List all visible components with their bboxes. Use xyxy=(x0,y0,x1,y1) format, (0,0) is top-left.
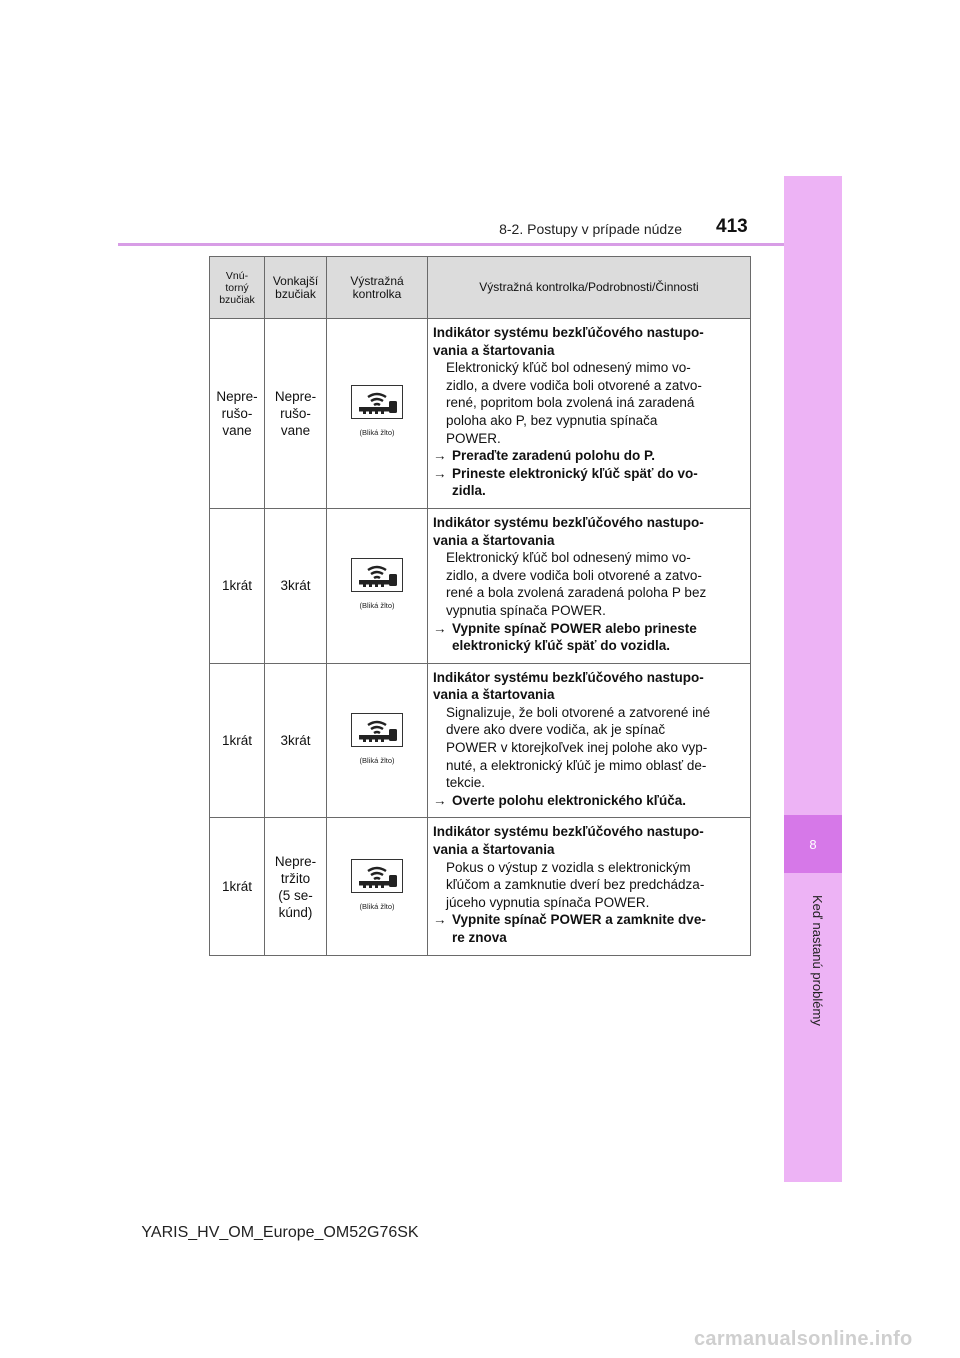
detail-body: Elektronický kľúč bol odnesený mimo vo- zidlo, a dvere vodiča boli otvorené a zatvo- rené a bola zvolená zaradená poloha P bez vypnutia spínača POWER. xyxy=(446,550,707,618)
action-text: Overte polohu elektronického kľúča. xyxy=(452,792,687,808)
cell-external-buzzer: Nepre- rušo- vane xyxy=(265,319,327,509)
detail-action xyxy=(433,447,744,465)
lamp-caption: (Bliká žlto) xyxy=(359,600,395,610)
detail-action xyxy=(433,620,744,655)
cell-internal-buzzer: 1krát xyxy=(210,508,265,663)
lamp-caption: (Bliká žlto) xyxy=(359,755,395,765)
detail-action xyxy=(433,792,744,810)
warning-lamp xyxy=(351,385,403,441)
cell-details xyxy=(428,663,751,818)
header-warning-light: Výstražná kontrolka xyxy=(327,257,428,319)
page-number: 413 xyxy=(716,216,748,237)
chapter-number: 8 xyxy=(784,815,842,873)
cell-external-buzzer: 3krát xyxy=(265,663,327,818)
detail-body: Elektronický kľúč bol odnesený mimo vo- zidlo, a dvere vodiča boli otvorené a zatvo- rené, popritom bola zvolená iná zaradená poloha ako P, bez vypnutia spínača POWER. xyxy=(446,360,702,446)
detail-action xyxy=(433,465,744,500)
detail-title: Indikátor systému bezkľúčového nastupo- vania a štartovania xyxy=(433,669,704,703)
cell-details xyxy=(428,818,751,955)
detail-title: Indikátor systému bezkľúčového nastupo- vania a štartovania xyxy=(433,824,704,858)
cell-warning-light xyxy=(327,319,428,509)
cell-external-buzzer: 3krát xyxy=(265,508,327,663)
header-details: Výstražná kontrolka/Podrobnosti/Činnosti xyxy=(428,257,751,319)
arrow-right-icon: → xyxy=(433,448,447,464)
cell-external-buzzer: Nepre- tržito (5 se- kúnd) xyxy=(265,818,327,955)
action-text: Vypnite spínač POWER alebo prineste elektronický kľúč späť do vozidla. xyxy=(452,620,697,654)
action-text: Preraďte zaradenú polohu do P. xyxy=(452,448,655,464)
cell-internal-buzzer: Nepre- rušo- vane xyxy=(210,319,265,509)
table-row xyxy=(210,818,751,955)
warning-lamp xyxy=(351,558,403,614)
smart-key-warning-icon xyxy=(351,558,403,592)
smart-key-warning-icon xyxy=(351,859,403,893)
lamp-caption: (Bliká žlto) xyxy=(359,428,395,438)
cell-warning-light xyxy=(327,508,428,663)
header-rule xyxy=(118,243,784,246)
cell-details xyxy=(428,319,751,509)
detail-body: Pokus o výstup z vozidla s elektronickým kľúčom a zamknutie dverí bez predchádza- júceho vypnutia spínača POWER. xyxy=(446,859,705,910)
detail-body: Signalizuje, že boli otvorené a zatvorené iné dvere ako dvere vodiča, ak je spínač POWER v ktorejkoľvek inej polohe ako vyp- nuté, a elektronický kľúč je mimo oblasť de- tekcie. xyxy=(446,704,711,791)
table-row xyxy=(210,319,751,509)
arrow-right-icon: → xyxy=(433,792,447,808)
document-code: YARIS_HV_OM_Europe_OM52G76SK xyxy=(141,1224,419,1241)
action-text: Prineste elektronický kľúč späť do vo- zidla. xyxy=(452,465,698,499)
section-title: 8-2. Postupy v prípade núdze xyxy=(499,221,682,237)
smart-key-warning-icon xyxy=(351,385,403,419)
detail-action xyxy=(433,911,744,946)
table-row xyxy=(210,663,751,818)
cell-warning-light xyxy=(327,818,428,955)
cell-internal-buzzer: 1krát xyxy=(210,663,265,818)
chapter-title: Keď nastanú problémy xyxy=(810,894,825,1026)
arrow-right-icon: → xyxy=(433,912,447,928)
table-header-row xyxy=(210,257,751,319)
warning-lamp xyxy=(351,713,403,769)
detail-title: Indikátor systému bezkľúčového nastupo- vania a štartovania xyxy=(433,325,704,358)
arrow-right-icon: → xyxy=(433,465,447,481)
warning-lamp xyxy=(351,859,403,915)
smart-key-warning-icon xyxy=(351,713,403,747)
cell-warning-light xyxy=(327,663,428,818)
detail-title: Indikátor systému bezkľúčového nastupo- vania a štartovania xyxy=(433,514,704,548)
cell-internal-buzzer: 1krát xyxy=(210,818,265,955)
table-row xyxy=(210,508,751,663)
header-internal-buzzer: Vnú- torný bzučiak xyxy=(210,257,265,319)
action-text: Vypnite spínač POWER a zamknite dve- re znova xyxy=(452,912,706,945)
watermark: carmanualsonline.info xyxy=(694,1328,913,1350)
lamp-caption: (Bliká žlto) xyxy=(359,901,395,911)
warning-table xyxy=(209,256,751,956)
arrow-right-icon: → xyxy=(433,620,447,636)
header-external-buzzer: Vonkajší bzučiak xyxy=(265,257,327,319)
cell-details xyxy=(428,508,751,663)
